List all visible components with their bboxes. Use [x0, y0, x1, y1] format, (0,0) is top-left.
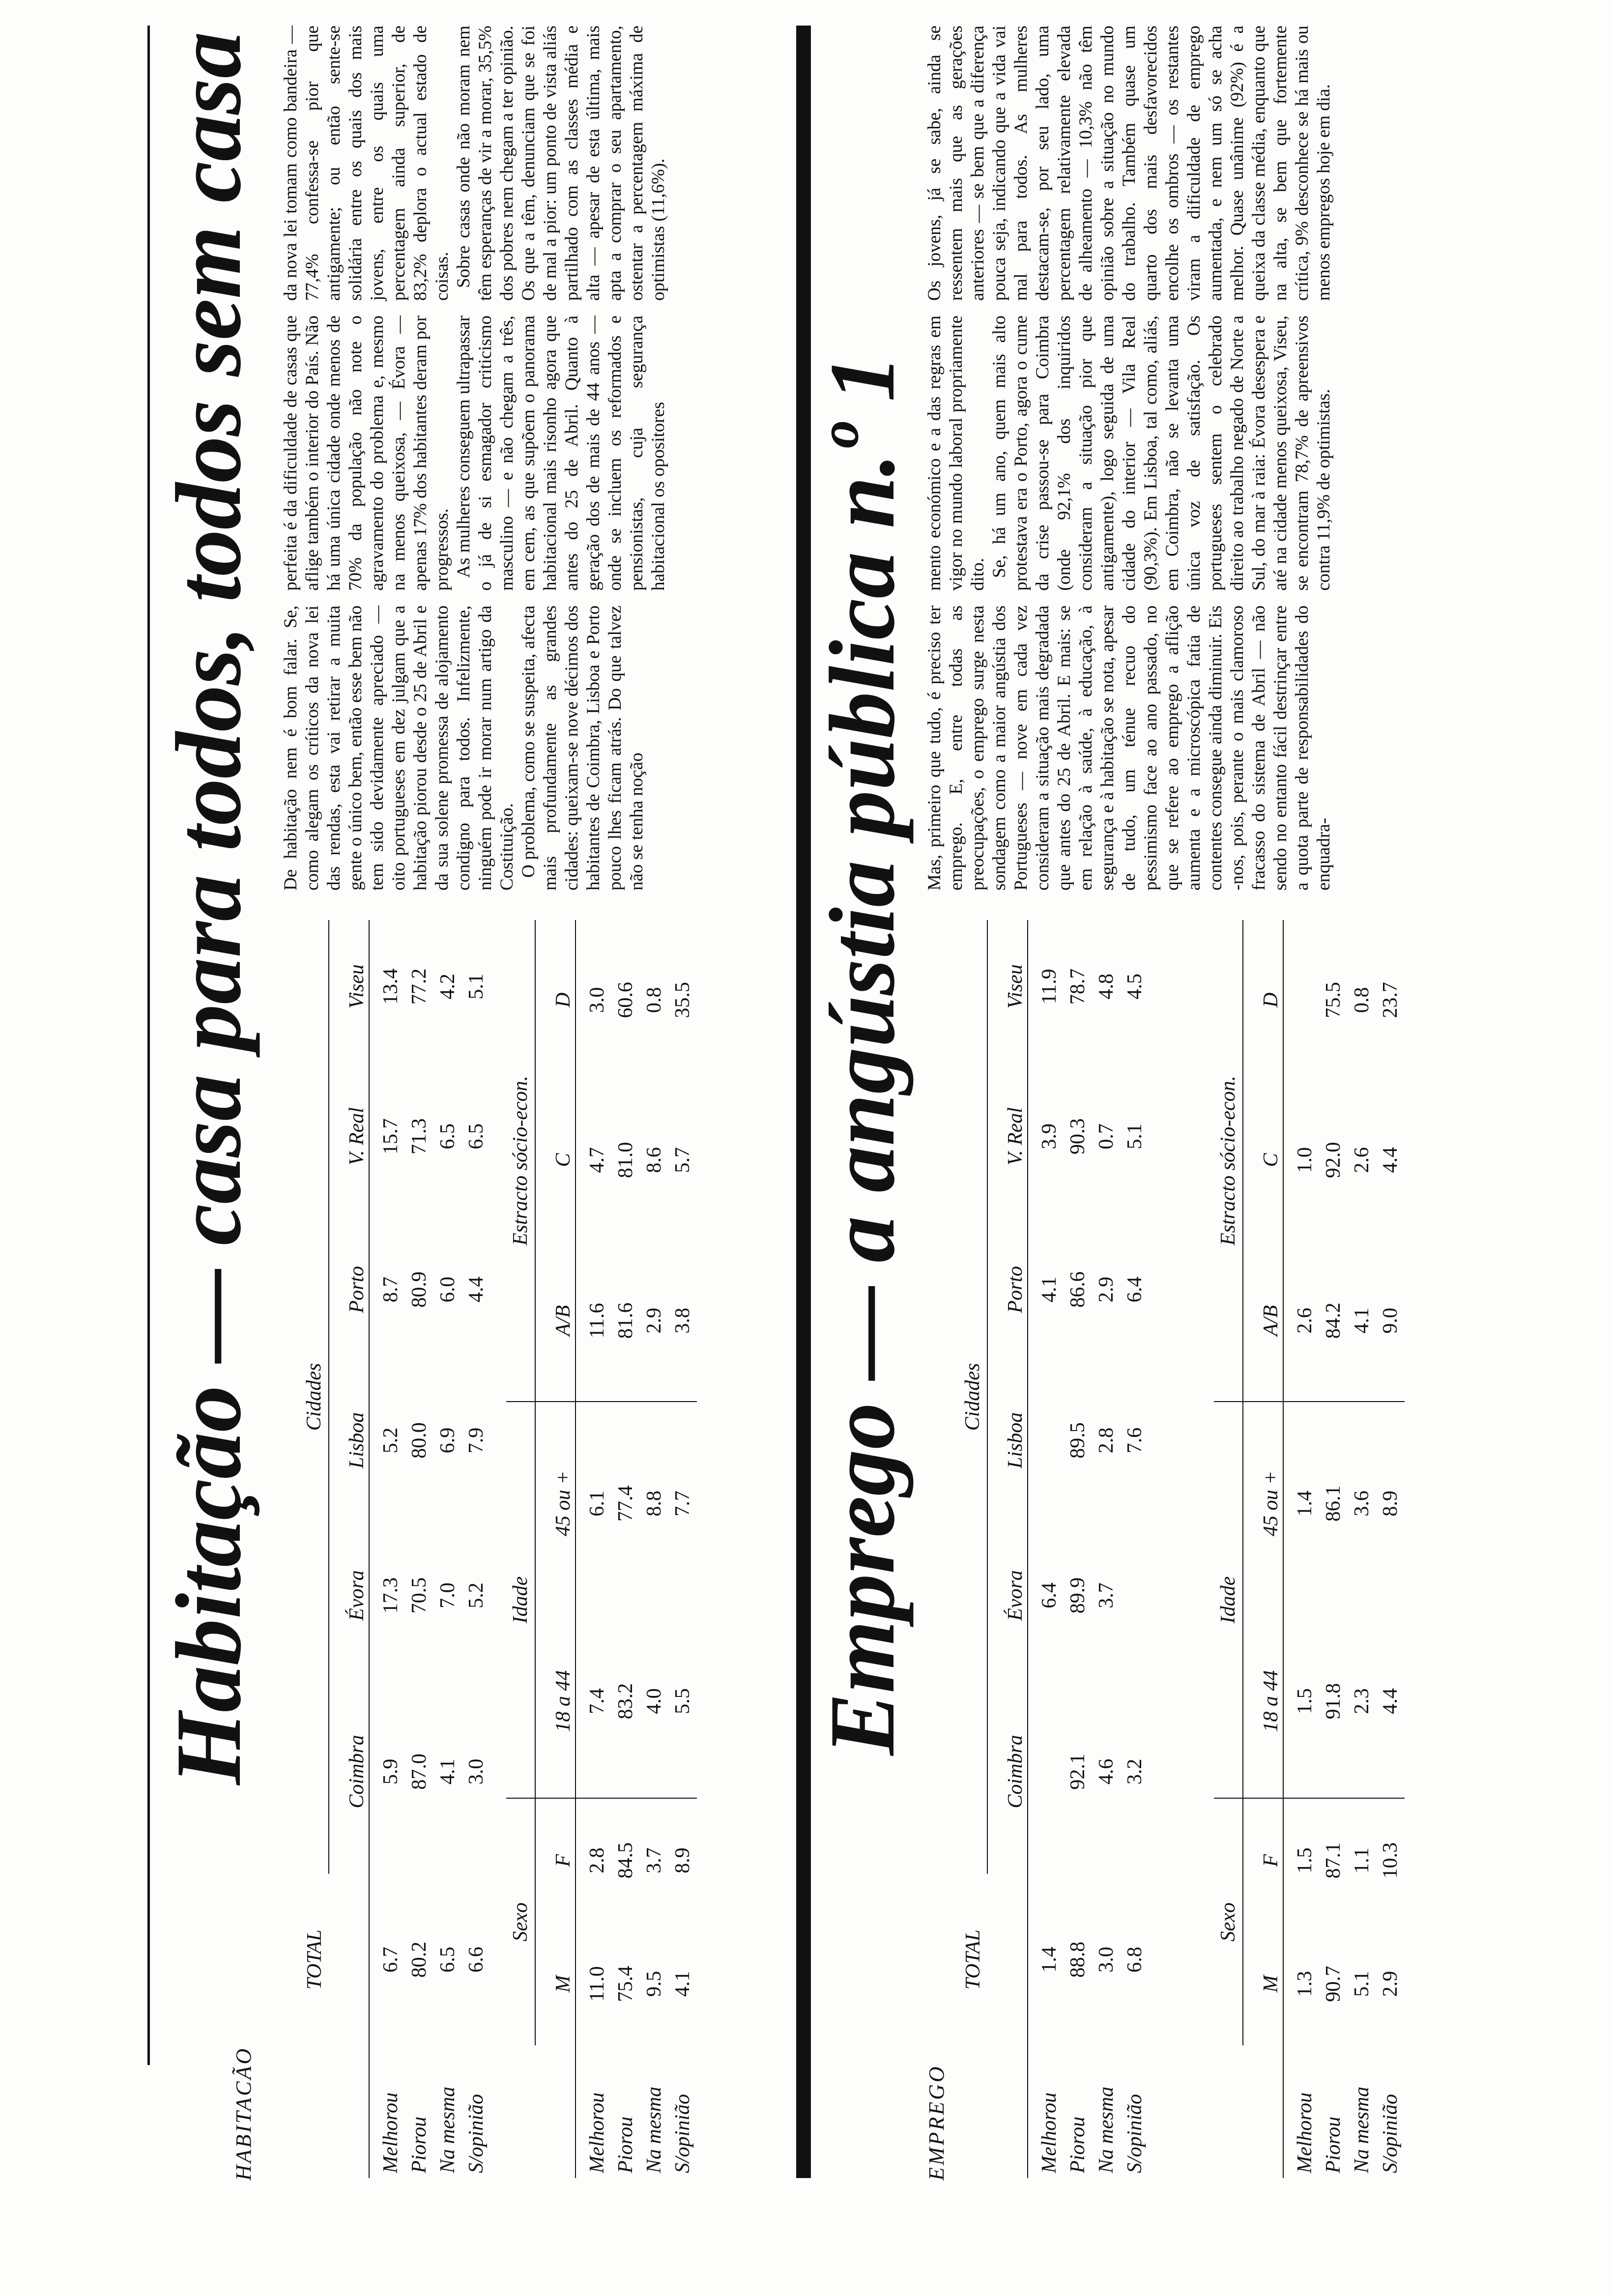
table-cell: 4.1: [671, 1971, 694, 1997]
table-cell: 8.7: [379, 1276, 402, 1303]
table-cell: 86.6: [1066, 1271, 1089, 1308]
table-cell: 1.5: [1283, 1605, 1319, 1798]
headline-part-3: , todos sem casa: [157, 31, 260, 649]
table-row: [1348, 920, 1376, 2178]
table-cell: 75.5: [1322, 982, 1345, 1018]
table-cell: 13.4: [379, 968, 402, 1005]
table-cell: 2.3: [1348, 1605, 1376, 1798]
table-cell: 7.6: [1123, 1427, 1146, 1454]
table-cell: 84.5: [614, 1842, 637, 1879]
table-cell: 2.6: [1351, 1147, 1373, 1173]
table-cell: 2.6: [1283, 1240, 1319, 1402]
emprego-text-column-1: [924, 605, 1335, 890]
table-row: [462, 920, 490, 2178]
table-row: [1064, 920, 1092, 2178]
table-cell: 84.2: [1319, 1240, 1348, 1402]
emprego-demographics-table: [1214, 920, 1405, 2178]
table-cell: 4.1: [1348, 1240, 1376, 1402]
paragraph: da nova lei tomam como bandeira — 77,4% confessa-se pior que antigamente; ou então sente-se solidária entre os quais dos mais jovens, entre os quais uma percentagem ainda superior, de 83,2% deplora o actual estado de coisas.: [281, 26, 452, 301]
headline-handwritten-correction: para todos: [157, 649, 260, 1051]
table-cell: 89.9: [1066, 1577, 1089, 1614]
habitacao-text-column-3: [280, 26, 669, 301]
row-label: S/opinião: [671, 2094, 694, 2173]
table-cell: 5.1: [1123, 1123, 1146, 1149]
sexo-header: Sexo: [506, 1798, 535, 2045]
idade-header: Idade: [506, 1402, 535, 1798]
table-cell: 3.6: [1351, 1491, 1373, 1517]
table-cell: 1.1: [1351, 1847, 1373, 1874]
table-cell: 4.0: [640, 1605, 668, 1798]
habitacao-text-column-1: [280, 605, 648, 890]
paragraph: Mas, primeiro que tudo, é preciso ter emprego. E, entre todas as preocupações, o emprego surge nesta sondagem como a maior angústia dos Portugueses — nove em cada vez consideram a situação mais degradada que antes do 25 de Abril. E mais: se em relação à saúde, à educação, à segurança e à habitação se nota, apesar de tudo, um ténue recuo do pessimismo face ao ano passado, no que se refere ao emprego a aflição aumenta e a microscópica fatia de contentes consegue ainda diminuir. Eis -nos, pois, perante o mais clamoroso fracasso do sistema de Abril — não sendo no entanto fácil destrinçar entre a quota parte de responsabilidades do enquadra-: [924, 605, 1334, 890]
col-m: M: [535, 1923, 576, 2045]
col-c: C: [535, 1080, 576, 1240]
estracto-header: Estracto sócio-econ.: [1214, 920, 1243, 1402]
row-label: Piorou: [614, 2116, 637, 2173]
table-cell: 1.3: [1294, 1971, 1316, 1997]
table-cell: 4.8: [1095, 974, 1118, 1000]
cidades-header: Cidades: [958, 920, 987, 1874]
table-cell: [1283, 920, 1319, 1080]
table-cell: 3.8: [668, 1240, 697, 1402]
paragraph: perfeita é da dificuldade de casas que aflige também o interior do País. Não há uma única cidade onde menos de 70% da população não note o agravamento do problema e, mesmo na menos queixosa, — Évora — apenas 17% dos habitantes deram por progressos.: [281, 316, 452, 591]
table-row: [1092, 920, 1121, 2178]
table-cell: 4.4: [1376, 1605, 1405, 1798]
estracto-header: Estracto sócio-econ.: [506, 920, 535, 1402]
col-evora: Évora: [329, 1521, 369, 1669]
table-cell: 4.4: [465, 1276, 488, 1303]
col-m: M: [1243, 1923, 1283, 2045]
col-vreal: V. Real: [329, 1053, 369, 1220]
table-cell: [1028, 1669, 1064, 1874]
table-cell: 71.3: [408, 1118, 431, 1155]
table-cell: 15.7: [379, 1118, 402, 1155]
table-cell: 81.6: [611, 1240, 640, 1402]
row-label: Melhorou: [1038, 2092, 1061, 2173]
table-row: [576, 920, 611, 2178]
table-cell: 9.5: [643, 1971, 665, 1997]
emprego-section-label: EMPREGO: [924, 2065, 949, 2181]
section-divider-bar: [796, 26, 811, 2178]
row-label: Na mesma: [643, 2086, 665, 2173]
table-cell: 2.8: [586, 1847, 608, 1874]
table-cell: 4.6: [1095, 1758, 1118, 1785]
table-cell: [1121, 1521, 1149, 1669]
table-cell: 7.9: [465, 1427, 488, 1454]
table-cell: 6.5: [465, 1123, 488, 1149]
table-cell: 75.4: [614, 1966, 637, 2002]
col-porto: Porto: [987, 1220, 1028, 1359]
table-row: [1376, 920, 1405, 2178]
col-d: D: [535, 920, 576, 1080]
table-row: [1028, 920, 1064, 2178]
row-label: Na mesma: [436, 2086, 459, 2173]
row-label: Piorou: [408, 2116, 431, 2173]
table-cell: 4.5: [1123, 974, 1146, 1000]
table-cell: 5.1: [1351, 1971, 1373, 1997]
table-cell: 80.2: [408, 1941, 431, 1978]
table-row: [640, 920, 668, 2178]
table-cell: 0.8: [643, 987, 665, 1013]
table-cell: 6.0: [436, 1276, 459, 1303]
table-cell: 3.7: [643, 1847, 665, 1874]
table-row: [1319, 920, 1348, 2178]
table-cell: 4.7: [586, 1147, 608, 1173]
table-cell: 90.3: [1066, 1118, 1089, 1155]
table-cell: 23.7: [1379, 982, 1402, 1018]
table-cell: 3.0: [1095, 1947, 1118, 1973]
table-cell: 6.9: [436, 1427, 459, 1454]
col-f: F: [1243, 1798, 1283, 1923]
table-cell: 1.0: [1294, 1147, 1316, 1173]
table-cell: 90.7: [1322, 1966, 1345, 2002]
table-cell: 3.0: [465, 1758, 488, 1785]
table-cell: 4.4: [1379, 1147, 1402, 1173]
table-cell: 5.9: [379, 1758, 402, 1785]
emprego-headline: Emprego — a angústia pública n.º 1: [811, 355, 914, 1755]
habitacao-headline: [157, 31, 260, 1785]
table-cell: 7.7: [671, 1491, 694, 1517]
habitacao-text-column-2: [280, 316, 669, 591]
table-cell: 2.9: [640, 1240, 668, 1402]
table-cell: 9.0: [1376, 1240, 1405, 1402]
col-f: F: [535, 1798, 576, 1923]
table-cell: 91.8: [1319, 1605, 1348, 1798]
table-cell: 0.8: [1351, 987, 1373, 1013]
table-cell: 6.7: [379, 1947, 402, 1973]
table-cell: 87.1: [1322, 1842, 1345, 1879]
col-coimbra: Coimbra: [329, 1669, 369, 1874]
table-cell: 5.7: [671, 1147, 694, 1173]
table-cell: 6.5: [436, 1947, 459, 1973]
table-cell: 8.8: [643, 1491, 665, 1517]
table-cell: 4.1: [1038, 1276, 1061, 1303]
row-label: Melhorou: [586, 2092, 608, 2173]
table-cell: 78.7: [1066, 968, 1089, 1005]
table-cell: 11.6: [576, 1240, 611, 1402]
col-c: C: [1243, 1080, 1283, 1240]
table-cell: 2.9: [1095, 1276, 1118, 1303]
headline-part-1: Habitação — casa: [157, 1051, 260, 1785]
table-cell: 1.5: [1294, 1847, 1316, 1874]
table-cell: 80.0: [408, 1422, 431, 1459]
habitacao-top-rule: [147, 26, 150, 2065]
col-ab: A/B: [1243, 1240, 1283, 1402]
table-cell: 89.5: [1066, 1422, 1089, 1459]
table-cell: 6.8: [1123, 1947, 1146, 1973]
table-cell: 86.1: [1322, 1485, 1345, 1522]
table-cell: 92.1: [1066, 1753, 1089, 1790]
table-cell: 3.9: [1038, 1123, 1061, 1149]
paragraph: Os jovens, já se sabe, ainda se ressentem mais que as gerações anteriores — se bem que a diferença pouca seja, indicando que a vida vai mal para todos. As mulheres destacam-se, por seu lado, uma percentagem relativamente elevada de alheamento — 10,3% não têm opinião sobre a situação no mundo do trabalho. Também quase um quarto dos mais desfavorecidos encolhe os ombros — os restantes viram a dificuldade de emprego aumentada, e nem um só se acha melhor. Quase unânime (92%) é a queixa da classe média, enquanto que na alta, se bem que fortemente crítica, 9% desconhece se há mais ou menos empregos hoje em dia.: [924, 26, 1334, 301]
table-cell: 10.3: [1379, 1842, 1402, 1879]
row-label: Melhorou: [1294, 2092, 1316, 2173]
table-cell: 5.2: [379, 1427, 402, 1454]
sexo-header: Sexo: [1214, 1798, 1243, 2045]
idade-header: Idade: [1214, 1402, 1243, 1798]
table-row: [405, 920, 433, 2178]
row-label: S/opinião: [1379, 2094, 1402, 2173]
table-cell: [1028, 1359, 1064, 1521]
table-cell: 6.5: [436, 1123, 459, 1149]
table-cell: 8.9: [671, 1847, 694, 1874]
table-row: [1121, 920, 1149, 2178]
habitacao-demographics-table: [506, 920, 697, 2178]
col-18-44: 18 a 44: [535, 1605, 576, 1798]
row-label: S/opinião: [465, 2094, 488, 2173]
table-cell: 77.2: [408, 968, 431, 1005]
emprego-text-column-2: [924, 316, 1335, 591]
table-cell: 60.6: [614, 982, 637, 1018]
habitacao-table: [300, 920, 490, 2178]
table-cell: 4.2: [436, 974, 459, 1000]
table-cell: 3.0: [586, 987, 608, 1013]
col-d: D: [1243, 920, 1283, 1080]
table-cell: 83.2: [611, 1605, 640, 1798]
col-viseu: Viseu: [329, 920, 369, 1053]
table-cell: 8.9: [1379, 1491, 1402, 1517]
paragraph: Se, há um ano, quem mais alto protestava era o Porto, agora o cume da crise passou-se para Coimbra (onde 92,1% dos inquiridos consideram a situação pior que antigamente), logo seguida de uma cidade do interior — Vila Real (90,3%). Em Lisboa, tal como, aliás, em Coimbra, não se levanta uma única voz de satisfação. Os portugueses sentem o celebrado direito ao trabalho negado de Norte a Sul, do mar à raia: Évora desespera e até na cidade menos queixosa, Viseu, se encontram 78,7% de apreensivos contra 11,9% de optimistas.: [989, 316, 1334, 591]
row-label: Piorou: [1066, 2116, 1089, 2173]
row-label: Na mesma: [1095, 2086, 1118, 2173]
col-lisboa: Lisboa: [987, 1359, 1028, 1521]
table-cell: 5.1: [465, 974, 488, 1000]
col-ab: A/B: [535, 1240, 576, 1402]
table-cell: 3.7: [1095, 1582, 1118, 1608]
emprego-text-column-3: [924, 26, 1335, 301]
table-cell: 35.5: [671, 982, 694, 1018]
table-cell: 4.1: [436, 1758, 459, 1785]
table-cell: 92.0: [1322, 1142, 1345, 1178]
emprego-table: [958, 920, 1149, 2178]
table-cell: 0.7: [1095, 1123, 1118, 1149]
table-cell: 70.5: [408, 1577, 431, 1614]
total-header: TOTAL: [303, 1929, 326, 1990]
row-label: Na mesma: [1351, 2086, 1373, 2173]
col-evora: Évora: [987, 1521, 1028, 1669]
table-cell: 87.0: [408, 1753, 431, 1790]
table-row: [369, 920, 405, 2178]
table-cell: 11.9: [1038, 969, 1061, 1004]
table-cell: 6.1: [586, 1491, 608, 1517]
table-cell: 2.9: [1379, 1971, 1402, 1997]
table-cell: 77.4: [614, 1485, 637, 1522]
table-cell: 8.6: [643, 1147, 665, 1173]
table-cell: 17.3: [379, 1577, 402, 1614]
table-cell: 1.4: [1294, 1491, 1316, 1517]
table-cell: 7.4: [576, 1605, 611, 1798]
paragraph: Sobre casas onde não moram nem têm esperanças de vir a morar, 35,5% dos pobres nem chegam a ter opinião. Os que a têm, denunciam que se foi de mal a pior: um ponto de vista aliás partilhado com as classes média e alta — apesar de esta última, mais apta a comprar o seu apartamento, ostentar a percentagem máxima de optimistas (11,6%).: [454, 26, 668, 301]
col-45-plus: 45 ou +: [1243, 1402, 1283, 1605]
table-cell: 11.0: [586, 1966, 608, 2002]
col-coimbra: Coimbra: [987, 1669, 1028, 1874]
table-row: [611, 920, 640, 2178]
col-viseu: Viseu: [987, 920, 1028, 1053]
paragraph: De habitação nem é bom falar. Se, como alegam os críticos da nova lei das rendas, esta vai retirar a muita gente o único bem, então esse bem não tem sido devidamente apreciado — oito portugueses em dez julgam que a habitação piorou desde o 25 de Abril e da sua solene promessa de alojamento condigno para todos. Infelizmente, ninguém pode ir morar num artigo da Costituição.: [281, 605, 517, 890]
table-row: [668, 920, 697, 2178]
table-cell: 6.4: [1038, 1582, 1061, 1608]
cidades-header: Cidades: [300, 920, 329, 1874]
col-45-plus: 45 ou +: [535, 1402, 576, 1605]
col-lisboa: Lisboa: [329, 1359, 369, 1521]
table-row: [433, 920, 462, 2178]
table-row: [1283, 920, 1319, 2178]
row-label: Piorou: [1322, 2116, 1345, 2173]
table-cell: 6.4: [1123, 1276, 1146, 1303]
table-cell: 7.0: [436, 1582, 459, 1608]
row-label: Melhorou: [379, 2092, 402, 2173]
table-cell: 88.8: [1066, 1941, 1089, 1978]
paragraph: As mulheres conseguem ultrapassar o já de si esmagador criticismo masculino — e não chegam a três, em cem, as que supõem o panorama habitacional mais risonho agora que antes do 25 de Abril. Quanto à geração dos de mais de 44 anos — onde se incluem os reformados e pensionistas, cuja segurança habitacional os opositores: [454, 316, 668, 591]
table-cell: 5.5: [668, 1605, 697, 1798]
habitacao-section-label: HABITACÃO: [231, 2046, 256, 2181]
row-label: S/opinião: [1123, 2094, 1146, 2173]
total-header: TOTAL: [961, 1929, 984, 1990]
table-cell: 2.8: [1095, 1427, 1118, 1454]
col-porto: Porto: [329, 1220, 369, 1359]
table-cell: 80.9: [408, 1271, 431, 1308]
table-cell: 5.2: [465, 1582, 488, 1608]
table-cell: 1.4: [1038, 1947, 1061, 1973]
col-18-44: 18 a 44: [1243, 1605, 1283, 1798]
table-cell: 3.2: [1123, 1758, 1146, 1785]
paragraph: mento económico e a das regras em vigor no mundo laboral propriamente dito.: [924, 316, 988, 591]
paragraph: O problema, como se suspeita, afecta mais profundamente as grandes cidades: queixam-se nove décimos dos habitantes de Coimbra, Lisboa e Porto pouco lhes ficam atrás. Do que talvez não se tenha noção: [518, 605, 647, 890]
table-cell: 81.0: [614, 1142, 637, 1178]
col-vreal: V. Real: [987, 1053, 1028, 1220]
table-cell: 6.6: [465, 1947, 488, 1973]
